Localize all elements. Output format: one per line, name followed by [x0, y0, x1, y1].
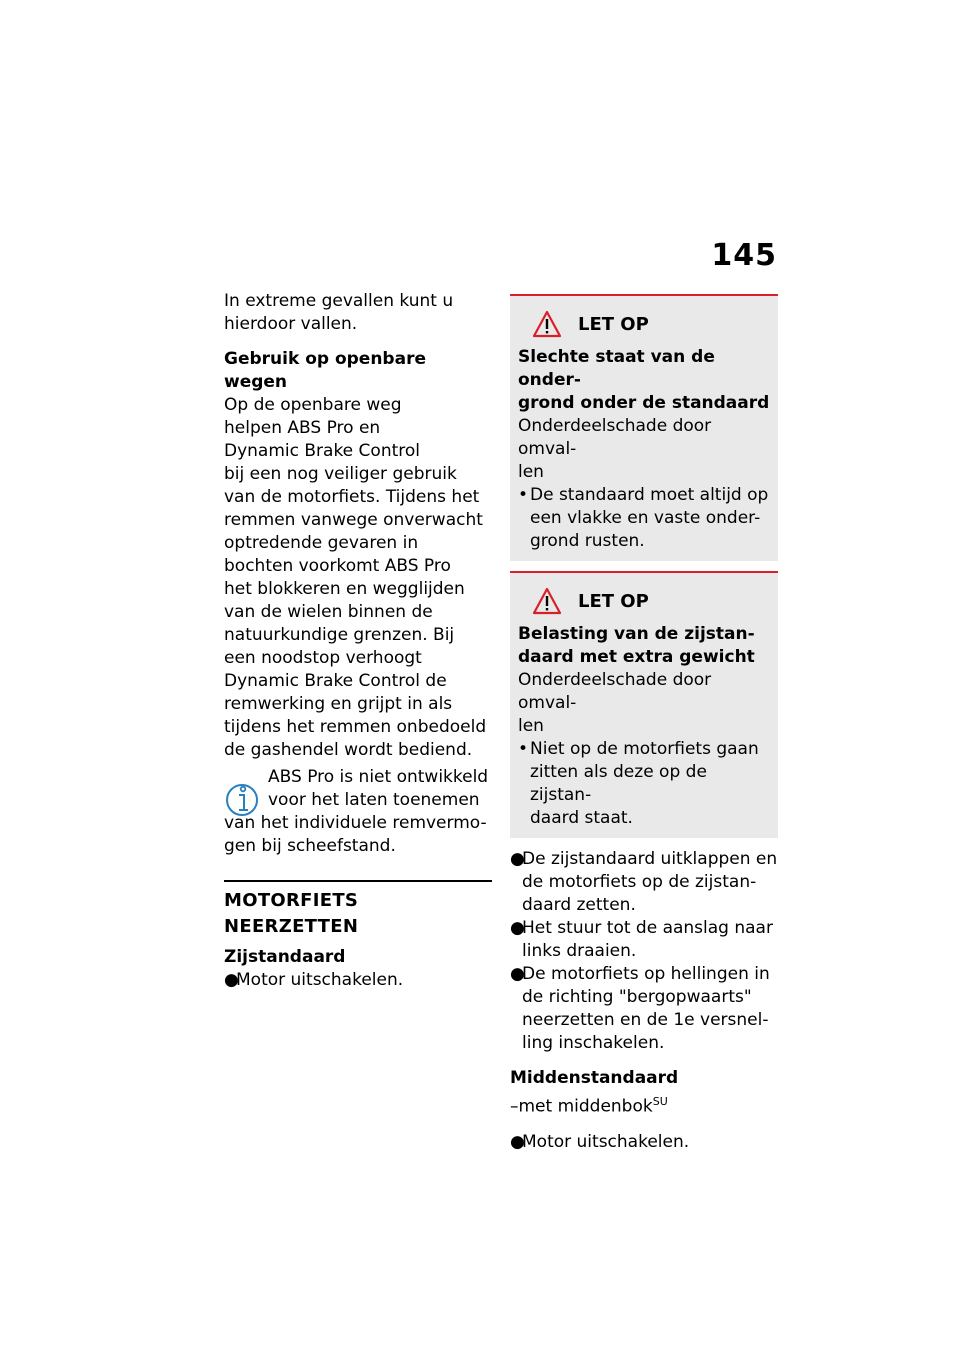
para-line: Op de openbare weg: [224, 395, 402, 415]
bullet-icon: ●: [510, 1131, 525, 1152]
note-line: ABS Pro is niet ontwikkeld: [268, 767, 489, 787]
para-line: helpen ABS Pro en: [224, 418, 381, 438]
bullet-text: Motor uitschakelen.: [236, 970, 404, 990]
para-line: optredende gevaren in: [224, 533, 419, 553]
para-line: het blokkeren en wegglijden: [224, 579, 465, 599]
variant-code: SU: [652, 1095, 668, 1108]
list-item: [510, 1131, 778, 1154]
warning-heading-line: grond onder de standaard: [518, 393, 770, 413]
intro-line-2: hierdoor vallen.: [224, 314, 358, 334]
section-divider: [224, 880, 492, 882]
para-line: remmen vanwege onverwacht: [224, 510, 483, 530]
bullet-icon: ●: [510, 964, 525, 984]
bullet-line: ling inschakelen.: [522, 1033, 665, 1053]
para-line: remwerking en grijpt in als: [224, 694, 453, 714]
para-line: bochten voorkomt ABS Pro: [224, 556, 451, 576]
right-column: [510, 294, 778, 1154]
bullet-line: daard staat.: [530, 808, 633, 828]
bullet-icon: •: [518, 739, 529, 759]
list-item: [510, 963, 778, 1055]
para-line: natuurkundige grenzen. Bij: [224, 625, 455, 645]
bullet-line: de motorfiets op de zijstan-: [522, 872, 757, 892]
sub-heading-center-stand: Middenstandaard: [510, 1068, 679, 1088]
warning-text-line: Onderdeelschade door omval-: [518, 416, 712, 459]
bullet-icon: ●: [510, 918, 525, 938]
warning-triangle-icon: [532, 587, 562, 615]
bullet-line: zitten als deze op de zijstan-: [530, 762, 707, 805]
bullet-line: Het stuur tot de aanslag naar: [522, 918, 773, 938]
bullet-line: De zijstandaard uitklappen en: [522, 849, 778, 869]
para-line: Dynamic Brake Control: [224, 441, 420, 461]
left-column: [224, 290, 492, 992]
heading-public-roads: Gebruik op openbare wegen: [224, 349, 426, 392]
warning-title: LET OP: [578, 590, 649, 612]
bullet-line: neerzetten en de 1e versnel-: [522, 1010, 769, 1030]
intro-line-1: In extreme gevallen kunt u: [224, 291, 454, 311]
warning-header: [518, 587, 770, 615]
para-line: Dynamic Brake Control de: [224, 671, 447, 691]
warning-heading-line: Slechte staat van de onder-: [518, 347, 715, 390]
bullet-text: [530, 738, 770, 830]
variant-text: met middenbok: [518, 1096, 653, 1117]
warning-heading-line: daard met extra gewicht: [518, 647, 755, 667]
warning-bullet: [518, 484, 770, 553]
bullet-line: links draaien.: [522, 941, 637, 961]
bullet-line: de richting "bergopwaarts": [522, 987, 752, 1007]
bullet-icon: ●: [224, 970, 239, 990]
para-line: van de wielen binnen de: [224, 602, 433, 622]
bullet-line: De standaard moet altijd op: [530, 485, 769, 505]
note-line: voor het laten toenemen: [268, 790, 480, 810]
section-title: MOTORFIETS NEERZETTEN: [224, 890, 359, 937]
warning-box-1: [510, 294, 778, 561]
bullet-icon: ●: [510, 849, 525, 869]
warning-text-line: len: [518, 462, 544, 482]
bullet-line: De motorfiets op hellingen in: [522, 964, 770, 984]
warning-bullet: [518, 738, 770, 830]
variant-line: –met middenbok$^{SU}$: [510, 1095, 668, 1117]
list-item: [224, 969, 492, 992]
bullet-line: een vlakke en vaste onder-: [530, 508, 761, 528]
page-number: 145: [711, 238, 777, 273]
bullet-text: [530, 484, 770, 553]
warning-text-line: Onderdeelschade door omval-: [518, 670, 712, 713]
sub-heading-side-stand: Zijstandaard: [224, 947, 346, 967]
bullet-line: Niet op de motorfiets gaan: [530, 739, 759, 759]
warning-text-line: len: [518, 716, 544, 736]
list-item: [510, 917, 778, 963]
para-line: een noodstop verhoogt: [224, 648, 422, 668]
bullet-line: daard zetten.: [522, 895, 636, 915]
bullet-line: grond rusten.: [530, 531, 645, 551]
note-line: van het individuele remvermo-: [224, 813, 487, 833]
bullet-text: Motor uitschakelen.: [522, 1131, 690, 1152]
note-line: gen bij scheefstand.: [224, 836, 396, 856]
para-line: de gashendel wordt bediend.: [224, 740, 473, 760]
info-icon: [224, 778, 260, 818]
warning-box-2: [510, 571, 778, 838]
info-note: [224, 766, 492, 858]
public-roads-paragraph: [224, 394, 492, 762]
warning-triangle-icon: [532, 310, 562, 338]
bullet-text: [522, 917, 778, 963]
para-line: tijdens het remmen onbedoeld: [224, 717, 487, 737]
para-line: bij een nog veiliger gebruik: [224, 464, 457, 484]
warning-header: [518, 310, 770, 338]
warning-title: LET OP: [578, 313, 649, 335]
list-item: [510, 848, 778, 917]
bullet-icon: •: [518, 485, 529, 505]
bullet-text: [522, 963, 778, 1055]
bullet-text: [522, 848, 778, 917]
para-line: van de motorfiets. Tijdens het: [224, 487, 480, 507]
warning-heading-line: Belasting van de zijstan-: [518, 624, 755, 644]
